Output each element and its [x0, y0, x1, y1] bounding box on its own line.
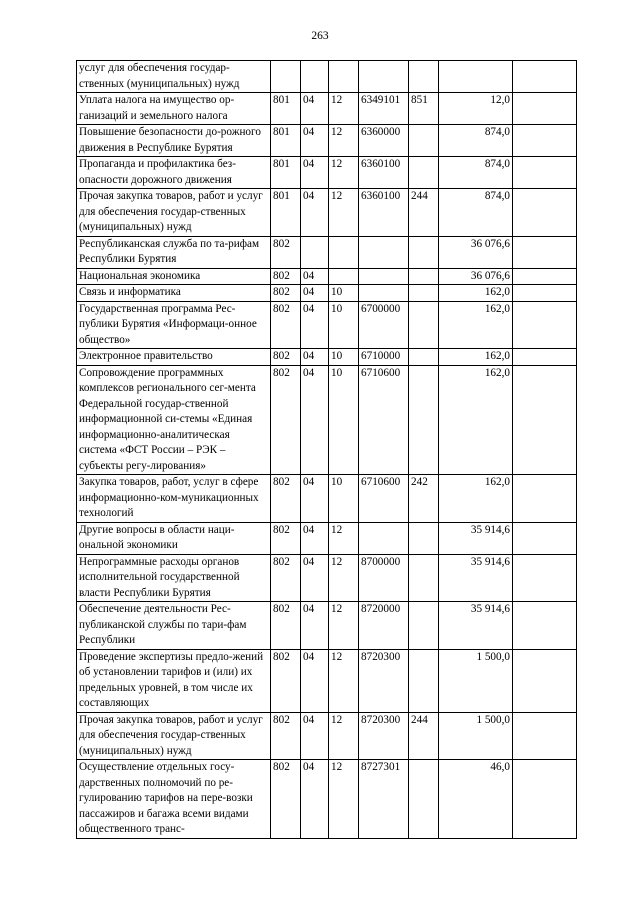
table-row: [77, 125, 577, 157]
cell-name: Республиканская служба по та-рифам Республики Бурятия: [77, 236, 271, 268]
cell-empty: [513, 189, 577, 237]
table-body: [77, 61, 577, 839]
cell-vr: [409, 760, 439, 839]
cell-pr: [329, 236, 359, 268]
cell-ved: 802: [271, 760, 301, 839]
cell-csr: 6360100: [359, 157, 409, 189]
cell-pr: 12: [329, 554, 359, 602]
cell-sum: 874,0: [439, 125, 513, 157]
cell-empty: [513, 93, 577, 125]
cell-vr: 242: [409, 475, 439, 523]
cell-ved: 801: [271, 157, 301, 189]
cell-pr: 12: [329, 189, 359, 237]
cell-name: Сопровождение программных комплексов регионального сег-мента Федеральной государ-ственной информационной си-стемы «Единая информационно-аналитическая система «ФСТ России – РЭК – субъекты регу-лирования»: [77, 365, 271, 475]
cell-rz: [301, 61, 329, 93]
cell-name: услуг для обеспечения государ-ственных (муниципальных) нужд: [77, 61, 271, 93]
cell-sum: 35 914,6: [439, 554, 513, 602]
cell-name: Национальная экономика: [77, 268, 271, 285]
table-row: [77, 61, 577, 93]
cell-csr: 6360100: [359, 189, 409, 237]
cell-pr: [329, 61, 359, 93]
cell-vr: [409, 365, 439, 475]
cell-vr: [409, 554, 439, 602]
cell-csr: 6349101: [359, 93, 409, 125]
cell-sum: [439, 61, 513, 93]
page-number: 263: [311, 30, 329, 42]
cell-rz: 04: [301, 475, 329, 523]
cell-vr: [409, 285, 439, 302]
cell-pr: 10: [329, 365, 359, 475]
cell-rz: 04: [301, 349, 329, 366]
table-row: [77, 554, 577, 602]
cell-sum: 36 076,6: [439, 236, 513, 268]
cell-ved: 802: [271, 522, 301, 554]
cell-rz: 04: [301, 189, 329, 237]
cell-sum: 36 076,6: [439, 268, 513, 285]
table-row: [77, 522, 577, 554]
cell-vr: [409, 268, 439, 285]
cell-pr: 12: [329, 712, 359, 760]
cell-empty: [513, 285, 577, 302]
cell-csr: 8720000: [359, 602, 409, 650]
cell-sum: 1 500,0: [439, 649, 513, 712]
cell-empty: [513, 522, 577, 554]
table-row: [77, 602, 577, 650]
cell-empty: [513, 157, 577, 189]
cell-ved: 802: [271, 602, 301, 650]
cell-csr: 8700000: [359, 554, 409, 602]
cell-empty: [513, 649, 577, 712]
table-row: [77, 760, 577, 839]
cell-rz: 04: [301, 649, 329, 712]
cell-csr: 6710600: [359, 475, 409, 523]
table-row: [77, 365, 577, 475]
cell-ved: 801: [271, 125, 301, 157]
cell-vr: [409, 522, 439, 554]
cell-ved: 802: [271, 712, 301, 760]
cell-csr: 8720300: [359, 712, 409, 760]
cell-vr: [409, 157, 439, 189]
cell-sum: 1 500,0: [439, 712, 513, 760]
cell-rz: 04: [301, 125, 329, 157]
cell-csr: 8720300: [359, 649, 409, 712]
cell-name: Осуществление отдельных госу-дарственных полномочий по ре-гулированию тарифов на пере-возки пассажиров и багажа всеми видами общественного транс-: [77, 760, 271, 839]
cell-ved: 801: [271, 189, 301, 237]
cell-name: Повышение безопасности до-рожного движения в Республике Бурятия: [77, 125, 271, 157]
cell-rz: 04: [301, 602, 329, 650]
cell-name: Закупка товаров, работ, услуг в сфере информационно-ком-муникационных технологий: [77, 475, 271, 523]
cell-pr: 10: [329, 301, 359, 349]
cell-ved: 802: [271, 365, 301, 475]
cell-vr: [409, 649, 439, 712]
cell-vr: [409, 602, 439, 650]
cell-pr: 12: [329, 760, 359, 839]
cell-empty: [513, 236, 577, 268]
table-row: [77, 189, 577, 237]
cell-sum: 162,0: [439, 301, 513, 349]
cell-sum: 162,0: [439, 475, 513, 523]
cell-csr: 6360000: [359, 125, 409, 157]
cell-sum: 35 914,6: [439, 602, 513, 650]
table-row: [77, 475, 577, 523]
cell-pr: 10: [329, 285, 359, 302]
table-row: [77, 712, 577, 760]
cell-pr: [329, 268, 359, 285]
cell-ved: 802: [271, 301, 301, 349]
cell-ved: 802: [271, 649, 301, 712]
cell-empty: [513, 712, 577, 760]
table-row: [77, 236, 577, 268]
cell-vr: [409, 349, 439, 366]
cell-name: Уплата налога на имущество ор-ганизаций и земельного налога: [77, 93, 271, 125]
cell-empty: [513, 268, 577, 285]
cell-name: Прочая закупка товаров, работ и услуг для обеспечения государ-ственных (муниципальных) нужд: [77, 189, 271, 237]
budget-table: [76, 60, 577, 839]
cell-sum: 35 914,6: [439, 522, 513, 554]
table-row: [77, 349, 577, 366]
cell-empty: [513, 301, 577, 349]
cell-name: Другие вопросы в области наци-ональной экономики: [77, 522, 271, 554]
cell-rz: 04: [301, 157, 329, 189]
cell-vr: [409, 125, 439, 157]
table-row: [77, 93, 577, 125]
cell-csr: [359, 268, 409, 285]
cell-csr: 6710000: [359, 349, 409, 366]
cell-rz: 04: [301, 522, 329, 554]
table-row: [77, 285, 577, 302]
cell-name: Связь и информатика: [77, 285, 271, 302]
table-row: [77, 649, 577, 712]
cell-vr: 244: [409, 712, 439, 760]
cell-ved: 802: [271, 349, 301, 366]
cell-sum: 874,0: [439, 157, 513, 189]
cell-sum: 162,0: [439, 349, 513, 366]
cell-rz: [301, 236, 329, 268]
cell-sum: 162,0: [439, 365, 513, 475]
table-row: [77, 157, 577, 189]
cell-sum: 874,0: [439, 189, 513, 237]
cell-pr: 12: [329, 649, 359, 712]
cell-name: Проведение экспертизы предло-жений об установлении тарифов и (или) их предельных уровней, в том числе их составляющих: [77, 649, 271, 712]
cell-vr: 244: [409, 189, 439, 237]
cell-empty: [513, 554, 577, 602]
cell-empty: [513, 365, 577, 475]
cell-csr: 6710600: [359, 365, 409, 475]
cell-ved: [271, 61, 301, 93]
cell-rz: 04: [301, 554, 329, 602]
cell-name: Государственная программа Рес-публики Бурятия «Информаци-онное общество»: [77, 301, 271, 349]
cell-sum: 162,0: [439, 285, 513, 302]
cell-csr: [359, 285, 409, 302]
cell-pr: 10: [329, 349, 359, 366]
cell-sum: 12,0: [439, 93, 513, 125]
cell-rz: 04: [301, 301, 329, 349]
cell-empty: [513, 475, 577, 523]
cell-rz: 04: [301, 93, 329, 125]
cell-name: Непрограммные расходы органов исполнительной государственной власти Республики Бурятия: [77, 554, 271, 602]
cell-csr: [359, 522, 409, 554]
cell-ved: 802: [271, 268, 301, 285]
cell-rz: 04: [301, 365, 329, 475]
cell-sum: 46,0: [439, 760, 513, 839]
table-row: [77, 301, 577, 349]
cell-name: Электронное правительство: [77, 349, 271, 366]
cell-empty: [513, 760, 577, 839]
cell-name: Обеспечение деятельности Рес-публиканской службы по тари-фам Республики: [77, 602, 271, 650]
cell-ved: 802: [271, 475, 301, 523]
table-row: [77, 268, 577, 285]
cell-ved: 801: [271, 93, 301, 125]
cell-pr: 12: [329, 125, 359, 157]
cell-pr: 12: [329, 522, 359, 554]
cell-rz: 04: [301, 760, 329, 839]
cell-csr: [359, 236, 409, 268]
cell-ved: 802: [271, 554, 301, 602]
cell-csr: 6700000: [359, 301, 409, 349]
cell-rz: 04: [301, 712, 329, 760]
cell-vr: [409, 236, 439, 268]
cell-vr: 851: [409, 93, 439, 125]
cell-vr: [409, 61, 439, 93]
cell-rz: 04: [301, 268, 329, 285]
cell-pr: 12: [329, 157, 359, 189]
cell-ved: 802: [271, 236, 301, 268]
cell-vr: [409, 301, 439, 349]
cell-csr: [359, 61, 409, 93]
cell-pr: 10: [329, 475, 359, 523]
cell-empty: [513, 125, 577, 157]
cell-csr: 8727301: [359, 760, 409, 839]
cell-ved: 802: [271, 285, 301, 302]
cell-empty: [513, 61, 577, 93]
cell-pr: 12: [329, 602, 359, 650]
cell-empty: [513, 602, 577, 650]
cell-rz: 04: [301, 285, 329, 302]
cell-pr: 12: [329, 93, 359, 125]
cell-name: Пропаганда и профилактика без-опасности дорожного движения: [77, 157, 271, 189]
cell-name: Прочая закупка товаров, работ и услуг для обеспечения государ-ственных (муниципальных) нужд: [77, 712, 271, 760]
cell-empty: [513, 349, 577, 366]
